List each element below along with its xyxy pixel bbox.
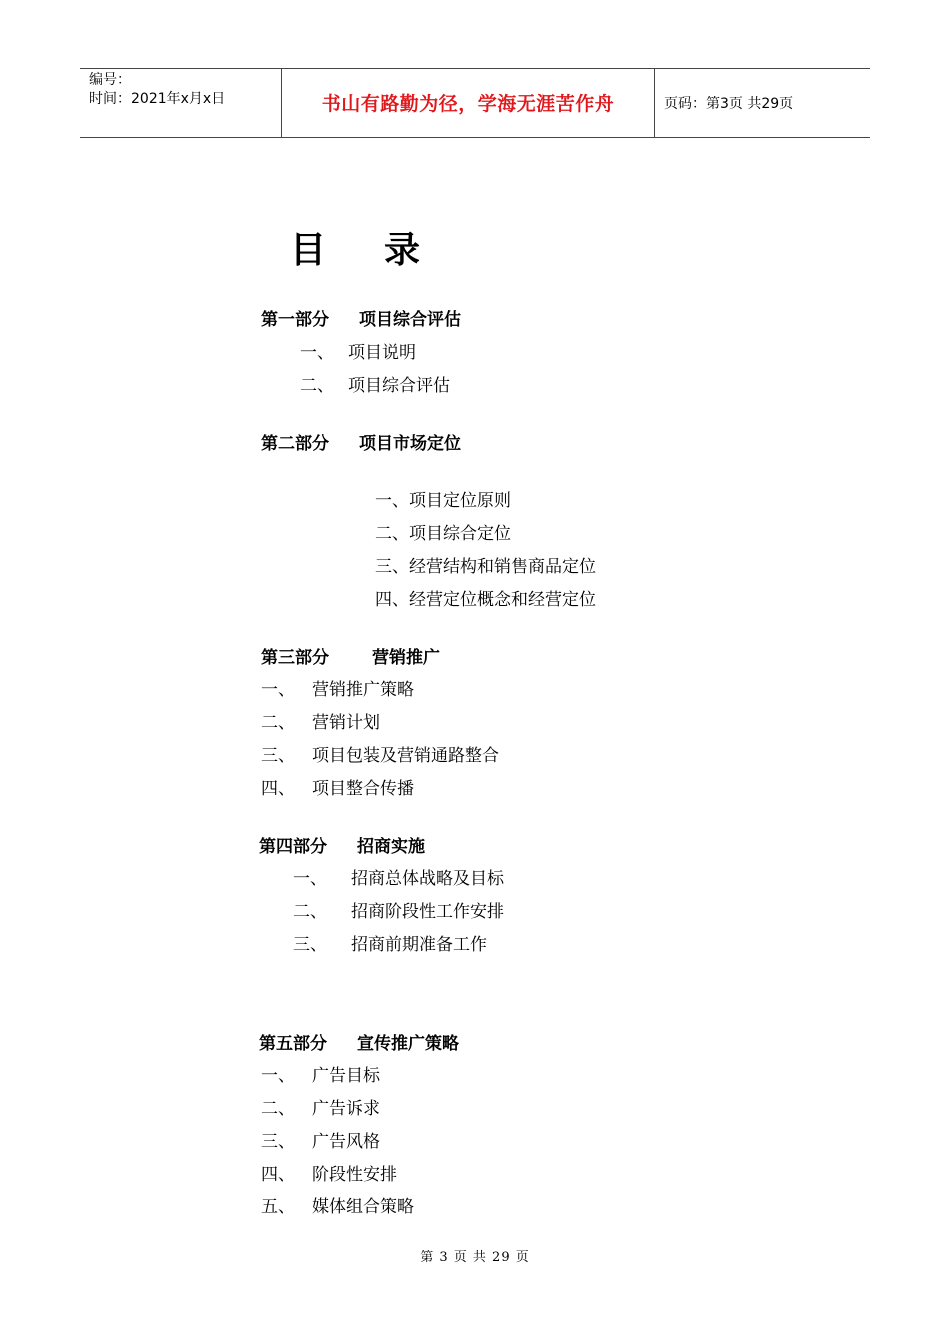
toc-entry-text: 广告风格 (312, 1132, 380, 1152)
toc-section-heading (261, 309, 461, 331)
toc-entry-number: 五、 (261, 1197, 295, 1217)
toc-entry (261, 1164, 397, 1186)
header-motto: 书山有路勤为径，学海无涯苦作舟 (321, 93, 615, 115)
toc-entry (293, 868, 504, 890)
toc-entry-text: 项目整合传播 (312, 779, 414, 799)
toc-entry-text: 招商前期准备工作 (351, 935, 487, 955)
toc-entry (375, 490, 511, 512)
toc-entry (261, 679, 414, 701)
toc-entry-number: 一、 (293, 869, 327, 889)
toc-entry-number: 四、 (261, 779, 295, 799)
toc-entry (293, 901, 504, 923)
toc-entry-number: 二、 (293, 902, 327, 922)
toc-section-heading (261, 647, 440, 669)
toc-entry-number: 二、 (300, 376, 334, 396)
toc-entry-text: 媒体组合策略 (312, 1197, 414, 1217)
serial-label: 编号： (89, 72, 131, 88)
toc-entry-text: 招商阶段性工作安排 (351, 902, 504, 922)
toc-entry-text: 一、项目定位原则 (375, 491, 511, 511)
section-name: 项目市场定位 (359, 434, 461, 454)
toc-entry (293, 934, 487, 956)
toc-entry (261, 1196, 414, 1218)
section-part: 第五部分 (259, 1034, 327, 1054)
toc-entry-text: 四、经营定位概念和经营定位 (375, 590, 596, 610)
toc-entry (375, 523, 511, 545)
page-footer: 第 3 页 共 29 页 (420, 1250, 530, 1265)
section-name: 宣传推广策略 (357, 1034, 459, 1054)
toc-section-heading (259, 1033, 459, 1055)
toc-entry-number: 四、 (261, 1165, 295, 1185)
toc-entry (300, 375, 450, 397)
page-header (80, 68, 870, 138)
toc-entry-number: 三、 (261, 746, 295, 766)
toc-entry-text: 招商总体战略及目标 (351, 869, 504, 889)
toc-entry-text: 阶段性安排 (312, 1165, 397, 1185)
toc-entry-text: 项目包装及营销通路整合 (312, 746, 499, 766)
toc-entry-text: 项目说明 (348, 343, 416, 363)
toc-entry-text: 二、项目综合定位 (375, 524, 511, 544)
section-part: 第三部分 (261, 648, 329, 668)
section-part: 第一部分 (261, 310, 329, 330)
toc-entry-number: 三、 (261, 1132, 295, 1152)
toc-entry-text: 三、经营结构和销售商品定位 (375, 557, 596, 577)
toc-entry-number: 二、 (261, 1099, 295, 1119)
toc-entry (261, 712, 380, 734)
section-name: 招商实施 (357, 837, 425, 857)
section-name: 项目综合评估 (359, 310, 461, 330)
toc-entry (261, 1098, 380, 1120)
toc-entry (261, 778, 414, 800)
section-part: 第四部分 (259, 837, 327, 857)
toc-entry-number: 一、 (261, 680, 295, 700)
toc-entry-number: 二、 (261, 713, 295, 733)
toc-entry-number: 三、 (293, 935, 327, 955)
toc-entry-text: 项目综合评估 (348, 376, 450, 396)
toc-entry (261, 1131, 380, 1153)
toc-section-heading (259, 836, 425, 858)
toc-entry-text: 营销计划 (312, 713, 380, 733)
header-page-code: 页码：第3页 共29页 (664, 96, 794, 112)
toc-entry-number: 一、 (261, 1066, 295, 1086)
toc-section-heading (261, 433, 461, 455)
section-part: 第二部分 (261, 434, 329, 454)
toc-entry-text: 广告诉求 (312, 1099, 380, 1119)
toc-entry-text: 营销推广策略 (312, 680, 414, 700)
toc-entry-number: 一、 (300, 343, 334, 363)
section-name: 营销推广 (372, 648, 440, 668)
header-divider (654, 69, 655, 137)
toc-entry (375, 556, 596, 578)
page-title: 目录 (290, 229, 479, 271)
toc-entry (300, 342, 416, 364)
time-label: 时间：2021年x月x日 (89, 91, 226, 107)
toc-entry-text: 广告目标 (312, 1066, 380, 1086)
toc-entry (375, 589, 596, 611)
toc-entry (261, 1065, 380, 1087)
toc-entry (261, 745, 499, 767)
header-meta (89, 71, 277, 109)
